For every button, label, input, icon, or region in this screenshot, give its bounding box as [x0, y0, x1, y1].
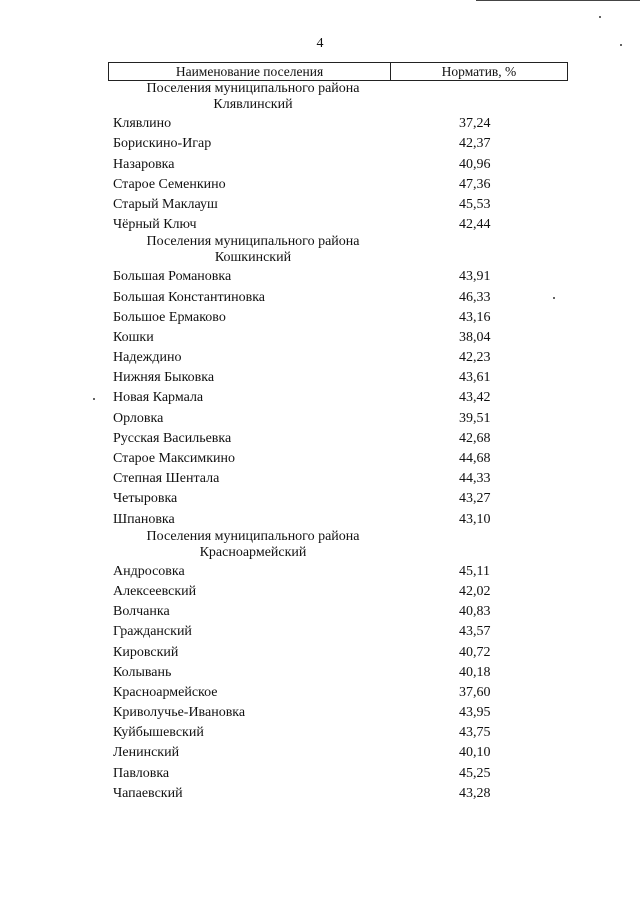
scan-edge-line [476, 0, 640, 1]
norm-value: 37,24 [459, 116, 491, 132]
settlement-name: Большое Ермаково [113, 309, 226, 325]
norm-value: 43,16 [459, 309, 491, 325]
settlement-name: Шпановка [113, 511, 175, 527]
norm-value: 47,36 [459, 176, 491, 192]
settlement-name: Ленинский [113, 745, 180, 761]
norm-value: 43,42 [459, 390, 491, 406]
norm-value: 46,33 [459, 289, 491, 305]
district-heading [108, 529, 398, 561]
settlement-name: Большая Романовка [113, 269, 232, 285]
norm-value: 44,33 [459, 471, 491, 487]
norm-value: 44,68 [459, 451, 491, 466]
norm-value: 40,72 [459, 644, 491, 660]
table-row [108, 194, 568, 214]
table-header [108, 62, 568, 81]
table-row [108, 428, 568, 448]
settlement-name: Криволучье-Ивановка [113, 705, 246, 721]
table-row [108, 561, 568, 581]
settlement-name: Клявлино [113, 116, 172, 132]
table-row [108, 722, 568, 742]
district-heading-line: Поселения муниципального района [146, 81, 360, 96]
settlement-name: Старое Семенкино [113, 176, 226, 192]
table-row [108, 347, 568, 367]
table-row [108, 113, 568, 133]
settlement-name: Красноармейское [113, 684, 218, 700]
norm-value: 39,51 [459, 410, 491, 426]
norm-value: 43,61 [459, 370, 491, 386]
district-heading-line: Поселения муниципального района [146, 234, 360, 250]
district-heading-line: Кошкинский [214, 250, 292, 266]
table-row [108, 783, 568, 803]
table-row [108, 387, 568, 407]
table-row [108, 174, 568, 194]
norm-value: 43,10 [459, 511, 491, 527]
settlement-name: Орловка [113, 410, 164, 426]
norm-value: 42,02 [459, 583, 491, 599]
settlement-name: Большая Константиновка [113, 289, 266, 305]
table-row [108, 367, 568, 387]
settlement-name: Старое Максимкино [113, 451, 236, 466]
settlement-name: Борискино-Игар [113, 136, 212, 152]
settlement-name: Назаровка [113, 156, 175, 172]
norm-value: 42,37 [459, 136, 491, 152]
table-row [108, 682, 568, 702]
norm-value: 38,04 [459, 329, 491, 345]
norm-value: 45,25 [459, 765, 491, 781]
table-row [108, 286, 568, 306]
table-body [108, 81, 568, 803]
settlements-table [108, 62, 568, 803]
table-row [108, 662, 568, 682]
norm-value: 45,11 [459, 563, 490, 579]
header-norm-percent: Норматив, % [441, 64, 517, 79]
district-heading [108, 81, 398, 113]
norm-value: 42,44 [459, 217, 491, 233]
scan-speck [599, 16, 601, 18]
table-row [108, 214, 568, 234]
norm-value: 43,27 [459, 491, 491, 507]
table-row [108, 581, 568, 601]
settlement-name: Алексеевский [113, 583, 197, 599]
norm-value: 40,96 [459, 156, 491, 172]
settlement-name: Чёрный Ключ [113, 217, 197, 233]
norm-value: 37,60 [459, 684, 491, 700]
table-row [108, 641, 568, 661]
table-row [108, 133, 568, 153]
settlement-name: Гражданский [113, 624, 192, 640]
settlement-name: Новая Кармала [113, 390, 204, 406]
norm-value: 40,10 [459, 745, 491, 761]
district-heading-line: Красноармейский [199, 544, 307, 560]
header-settlement-name: Наименование поселения [109, 63, 391, 80]
district-heading-line: Поселения муниципального района [146, 528, 360, 544]
settlement-name: Кировский [113, 644, 179, 660]
settlement-name: Нижняя Быковка [113, 370, 215, 386]
norm-value: 43,28 [459, 785, 491, 801]
norm-value: 43,75 [459, 725, 491, 741]
table-row [108, 307, 568, 327]
settlement-name: Четыровка [113, 491, 178, 507]
norm-value: 40,83 [459, 604, 491, 620]
settlement-name: Андросовка [113, 563, 185, 579]
table-row [108, 702, 568, 722]
table-row [108, 508, 568, 528]
table-row [108, 601, 568, 621]
norm-value: 40,18 [459, 664, 491, 680]
norm-value: 43,95 [459, 705, 491, 721]
table-row [108, 407, 568, 427]
norm-value: 43,91 [459, 269, 491, 285]
scan-speck [93, 398, 95, 400]
settlement-name: Степная Шентала [113, 471, 220, 487]
settlement-name: Куйбышевский [113, 725, 204, 741]
table-row [108, 448, 568, 468]
table-row [108, 621, 568, 641]
table-row [108, 468, 568, 488]
settlement-name: Павловка [113, 765, 170, 781]
table-row [108, 327, 568, 347]
settlement-name: Надеждино [113, 350, 182, 366]
table-row [108, 762, 568, 782]
settlement-name: Русская Васильевка [113, 430, 232, 446]
table-row [108, 488, 568, 508]
norm-value: 42,68 [459, 430, 491, 446]
settlement-name: Волчанка [113, 604, 170, 620]
norm-value: 43,57 [459, 624, 491, 640]
table-row [108, 742, 568, 762]
settlement-name: Чапаевский [113, 785, 183, 801]
norm-value: 45,53 [459, 196, 491, 212]
district-heading-line: Клявлинский [213, 97, 293, 112]
page-number: 4 [316, 36, 324, 51]
settlement-name: Старый Маклауш [113, 196, 218, 212]
norm-value: 42,23 [459, 350, 491, 366]
district-heading [108, 234, 398, 266]
table-row [108, 266, 568, 286]
table-row [108, 153, 568, 173]
settlement-name: Колывань [113, 664, 172, 680]
settlement-name: Кошки [113, 329, 154, 345]
